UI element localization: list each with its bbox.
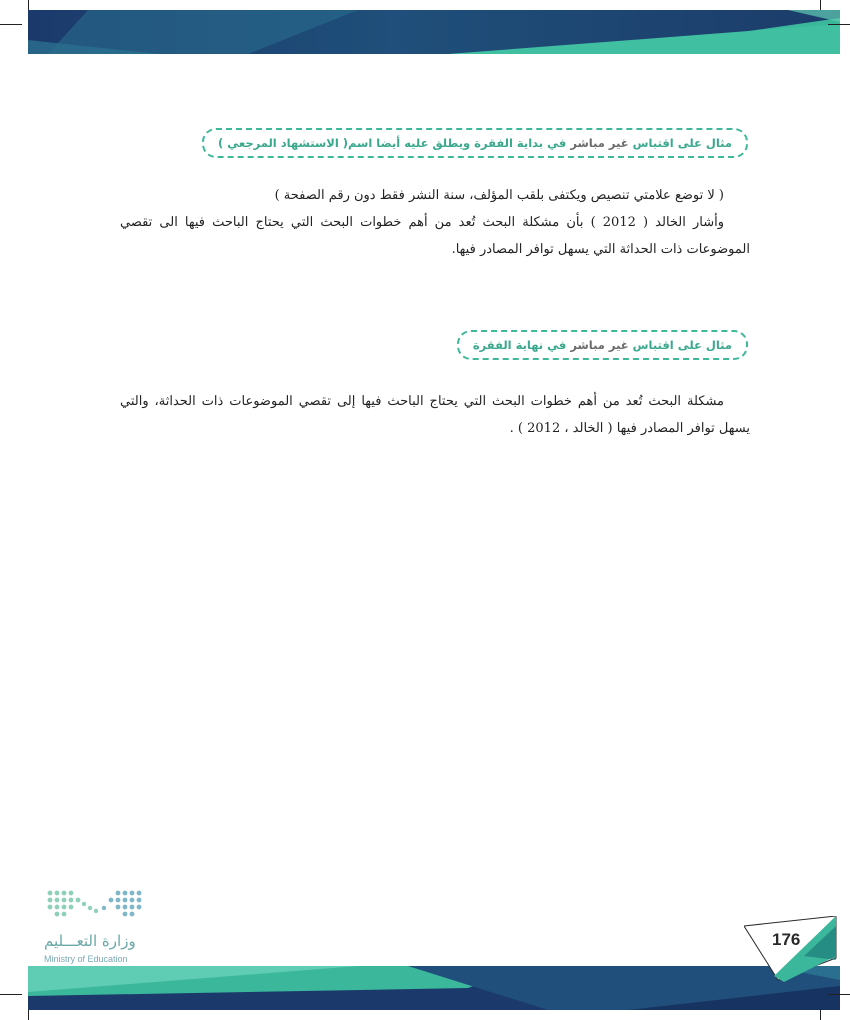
- ministry-name-arabic: وزارة التعـــليم: [44, 932, 136, 950]
- example-label-box: [202, 128, 748, 158]
- citation-paragraph: وأشار الخالد ( 2012 ) بأن مشكلة البحث تُعد من أهم خطوات البحث التي يحتاج الباحث فيها الى تقصي الموضوعات ذات الحداثة التي يسهل توافر المصادر فيها.: [120, 215, 750, 257]
- page-corner-decoration: [744, 916, 840, 986]
- page-number: 176: [772, 930, 801, 949]
- crop-mark: [0, 994, 22, 995]
- crop-mark: [28, 0, 29, 10]
- ministry-logo-icon: [44, 888, 148, 922]
- crop-mark: [820, 0, 821, 10]
- label-emphasis: غير مباشر: [570, 338, 629, 352]
- label-suffix: في بداية الفقرة ويطلق عليه أيضا اسم( الاستشهاد المرجعي ): [217, 136, 567, 150]
- label-suffix: في نهاية الفقرة: [472, 338, 567, 352]
- ministry-name-english: Ministry of Education: [44, 954, 128, 964]
- crop-mark: [828, 24, 850, 25]
- citation-paragraph-2: مشكلة البحث تُعد من أهم خطوات البحث التي يحتاج الباحث فيها إلى تقصي الموضوعات ذات الحداثة، والتي يسهل توافر المصادر فيها ( الخالد ، 2012 ) .: [120, 394, 750, 436]
- section2-body: [120, 388, 750, 442]
- crop-mark: [0, 24, 22, 25]
- example-label-box-2: [457, 330, 748, 360]
- crop-mark: [28, 1010, 29, 1020]
- note-line: ( لا توضع علامتي تنصيص ويكتفى بلقب المؤلف، سنة النشر فقط دون رقم الصفحة ): [274, 188, 724, 203]
- label-prefix: مثال على اقتباس: [632, 136, 732, 150]
- header-band: [28, 10, 840, 54]
- crop-mark: [820, 1010, 821, 1020]
- label-emphasis: غير مباشر: [570, 136, 629, 150]
- crop-mark: [828, 994, 850, 995]
- label-prefix: مثال على اقتباس: [632, 338, 732, 352]
- section1-body: [120, 182, 750, 263]
- footer-band: [28, 966, 840, 1010]
